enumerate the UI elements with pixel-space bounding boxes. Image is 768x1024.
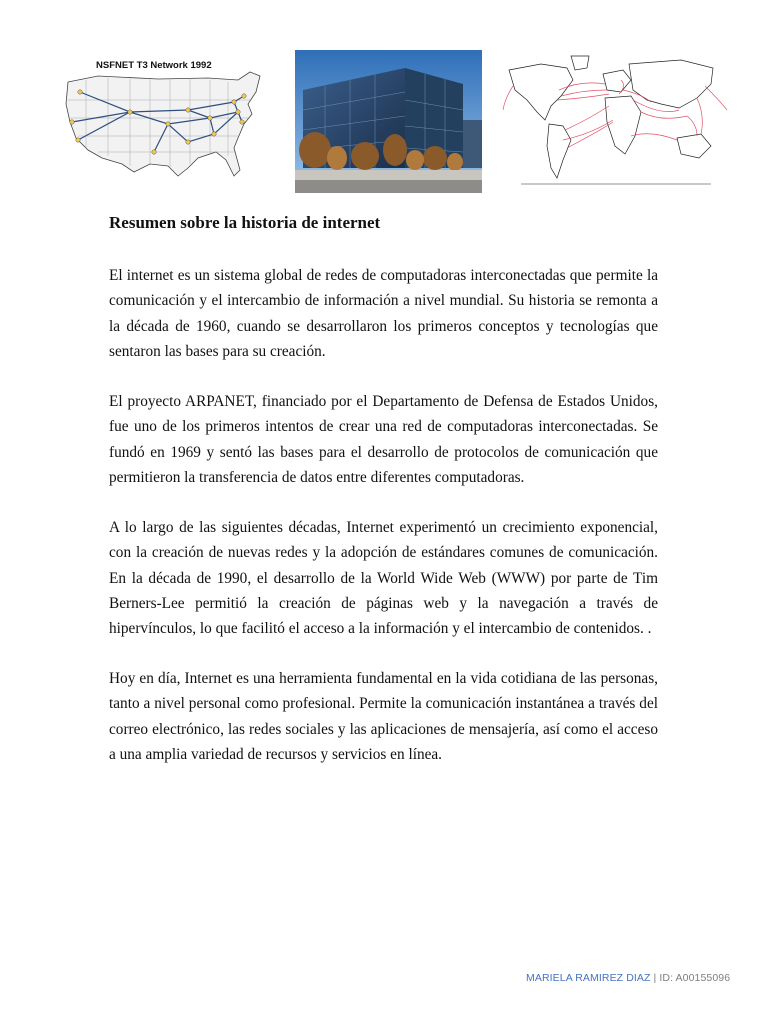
page-footer	[526, 972, 730, 984]
document-title: Resumen sobre la historia de internet	[109, 213, 381, 232]
nsfnet-map-image	[38, 52, 274, 192]
paragraph-today: Hoy en día, Internet es una herramienta fundamental en la vida cotidiana de las personas, tanto a nivel personal como profesional. Permite la comunicación instantánea a través del correo electrónico, las redes sociales y las aplicaciones de mensajería, así como el acceso a una amplia variedad de recursos y servicios en línea.	[109, 670, 658, 763]
footer-author: MARIELA RAMIREZ DIAZ	[526, 972, 651, 984]
world-cable-map-image	[501, 50, 731, 190]
building-photo	[295, 50, 482, 193]
paragraph-intro: El internet es un sistema global de redes de computadoras interconectadas que permite la comunicación y el intercambio de información a nivel mundial. Su historia se remonta a la década de 1960, cuando se desarrollaron los primeros conceptos y tecnologías que sentaron las bases para su creación.	[109, 267, 658, 360]
footer-id: ID: A00155096	[659, 972, 731, 984]
paragraph-growth: A lo largo de las siguientes décadas, Internet experimentó un crecimiento exponencial, con la creación de nuevas redes y la adopción de estándares comunes de comunicación. En la década de 1990, el desarrollo de la World Wide Web (WWW) por parte de Tim Berners-Lee permitió la creación de páginas web y la navegación a través de hipervínculos, lo que facilitó el acceso a la información y el intercambio de contenidos. .	[109, 519, 658, 638]
footer-separator: |	[650, 972, 660, 984]
world-map-graphic	[501, 50, 731, 190]
us-map-graphic	[38, 52, 274, 192]
paragraph-arpanet: El proyecto ARPANET, financiado por el Departamento de Defensa de Estados Unidos, fue uno de los primeros intentos de crear una red de computadoras interconectadas. Se fundó en 1969 y sentó las bases para el desarrollo de protocolos de comunicación que permitieron la transferencia de datos entre diferentes computadoras.	[109, 393, 658, 486]
building-graphic	[295, 50, 482, 193]
map-caption: NSFNET T3 Network 1992	[96, 60, 212, 71]
